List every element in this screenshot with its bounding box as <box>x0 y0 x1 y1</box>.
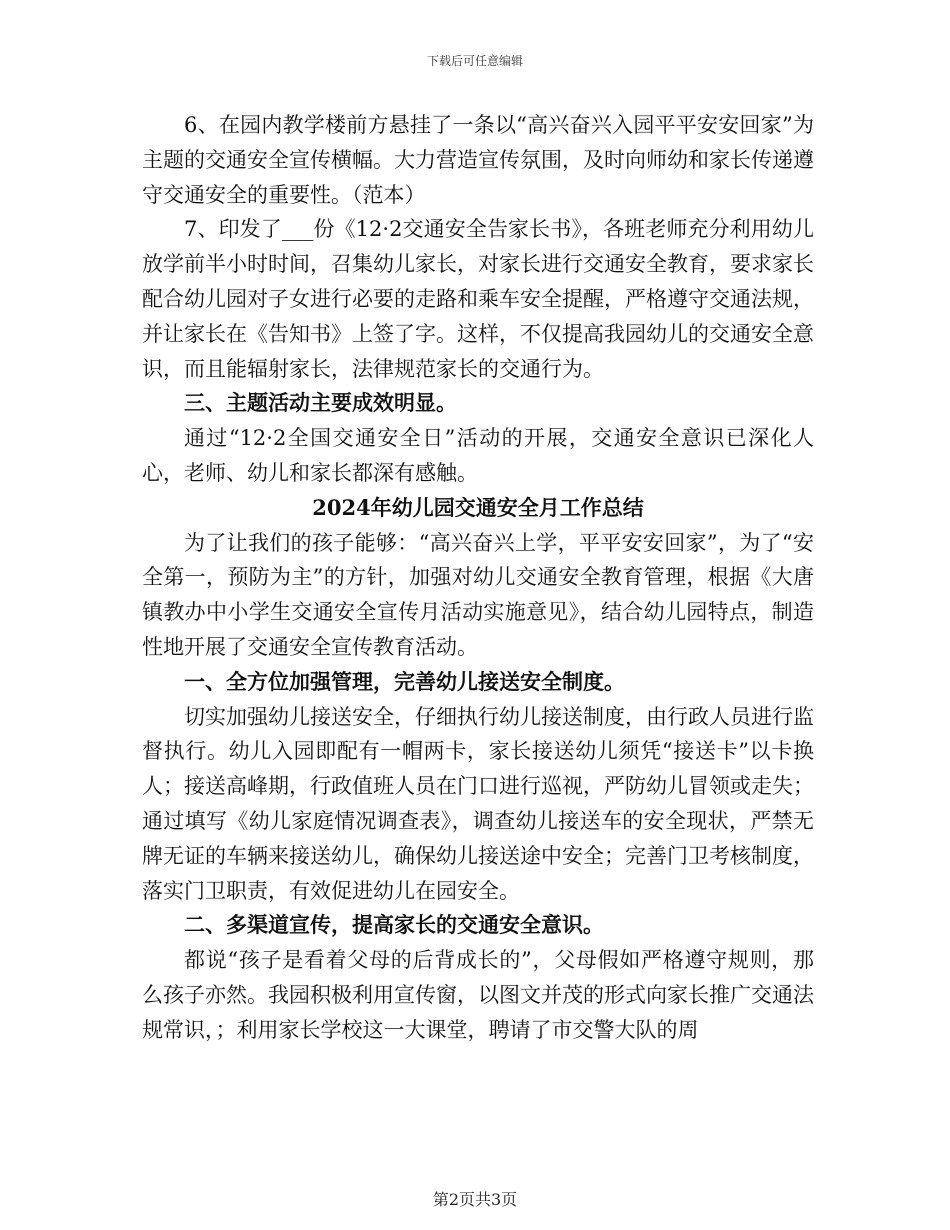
section-heading-2: 二、多渠道宣传，提高家长的交通安全意识。 <box>184 912 604 938</box>
paragraph-item-6: 6、在园内教学楼前方悬挂了一条以“高兴奋兴入园平平安安回家”为主题的交通安全宣传横幅。大力营造宣传氛围，及时向师幼和家长传递遵守交通安全的重要性。（范本） <box>142 113 814 207</box>
section-heading-3: 三、主题活动主要成效明显。 <box>184 390 457 416</box>
paragraph-item-7: 7、印发了___份《12·2交通安全告家长书》，各班老师充分利用幼儿放学前半小时时间，召集幼儿家长，对家长进行交通安全教育，要求家长配合幼儿园对子女进行必要的走路和乘车安全提醒，严格遵守交通法规，并让家长在《告知书》上签了字。这样，不仅提高我园幼儿的交通安全意识，而且能辐射家长，法律规范家长的交通行为。 <box>142 217 814 381</box>
paragraph-parent-awareness: 都说“孩子是看着父母的后背成长的”，父母假如严格遵守规则，那么孩子亦然。我园积极利用宣传窗，以图文并茂的形式向家长推广交通法规常识，；利用家长学校这一大课堂，聘请了市交警大队的周 <box>142 948 814 1042</box>
page-footer: 第2页共3页 <box>432 1190 518 1209</box>
section-heading-1: 一、全方位加强管理，完善幼儿接送安全制度。 <box>184 668 625 694</box>
page-header: 下载后可任意编辑 <box>426 54 523 68</box>
document-body <box>142 108 814 1048</box>
paragraph-intro: 为了让我们的孩子能够：“高兴奋兴上学，平平安安回家”，为了“安全第一，预防为主”的方针，加强对幼儿交通安全教育管理，根据《大唐镇教办中小学生交通安全宣传月活动实施意见》，结合幼儿园特点，制造性地开展了交通安全宣传教育活动。 <box>142 530 814 659</box>
paragraph-pickup-safety: 切实加强幼儿接送安全，仔细执行幼儿接送制度，由行政人员进行监督执行。幼儿入园即配有一帽两卡，家长接送幼儿须凭“接送卡”以卡换人；接送高峰期，行政值班人员在门口进行巡视，严防幼儿冒领或走失；通过填写《幼儿家庭情况调查表》，调查幼儿接送车的安全现状，严禁无牌无证的车辆来接送幼儿，确保幼儿接送途中安全；完善门卫考核制度，落实门卫职责，有效促进幼儿在园安全。 <box>142 704 814 903</box>
document-title: 2024年幼儿园交通安全月工作总结 <box>312 494 644 520</box>
paragraph-results: 通过“12·2全国交通安全日”活动的开展，交通安全意识已深化人心，老师、幼儿和家长都深有感触。 <box>142 426 814 485</box>
